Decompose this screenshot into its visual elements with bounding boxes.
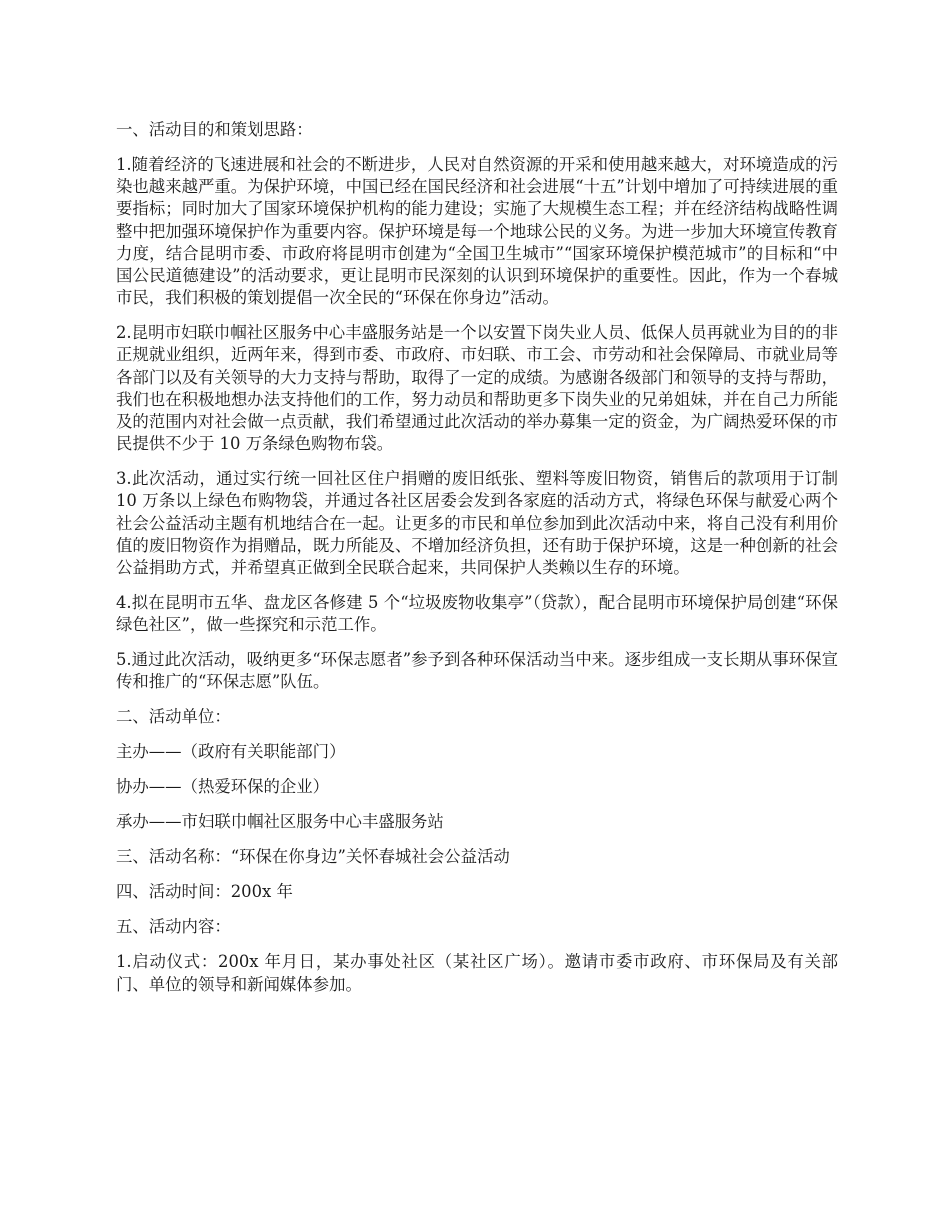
section-heading-content: 五、活动内容：: [116, 917, 231, 937]
unit-co-organizer: 协办——（热爱环保的企业）: [116, 777, 330, 797]
paragraph-purpose-4: 4.拟在昆明市五华、盘龙区各修建 5 个“垃圾废物收集亭”（贷款），配合昆明市环境保护局创建“环保绿色社区”，做一些探究和示范工作。: [116, 593, 838, 635]
section-heading-purpose: 一、活动目的和策划思路：: [116, 120, 313, 139]
paragraph-purpose-1: 1.随着经济的飞速进展和社会的不断进步，人民对自然资源的开采和使用越来越大，对环境造成的污染也越来越严重。为保护环境，中国已经在国民经济和社会进展“十五”计划中增加了可持续进展的重要指标；同时加大了国家环境保护机构的能力建设；实施了大规模生态工程；并在经济结构战略性调整中把加强环境保护作为重要内容。保护环境是每一个地球公民的义务。为进一步加大环境宣传教育力度，结合昆明市委、市政府将昆明市创建为“全国卫生城市”“国家环境保护模范城市”的目标和“中国公民道德建设”的活动要求，更让昆明市民深刻的认识到环境保护的重要性。因此，作为一个春城市民，我们积极的策划提倡一次全民的“环保在你身边”活动。: [116, 155, 838, 308]
section-heading-time: 四、活动时间：200x 年: [116, 882, 293, 902]
paragraph-purpose-5: 5.通过此次活动，吸纳更多“环保志愿者”参予到各种环保活动当中来。逐步组成一支长期从事环保宣传和推广的“环保志愿”队伍。: [116, 650, 838, 692]
paragraph-content-1: 1.启动仪式：200x 年月日，某办事处社区（某社区广场）。邀请市委市政府、市环保局及有关部门、单位的领导和新闻媒体参加。: [116, 952, 838, 994]
paragraph-purpose-3: 3.此次活动，通过实行统一回社区住户捐赠的废旧纸张、塑料等废旧物资，销售后的款项用于订制 10 万条以上绿色布购物袋，并通过各社区居委会发到各家庭的活动方式，将绿色环保与献爱心两个社会公益活动主题有机地结合在一起。让更多的市民和单位参加到此次活动中来，将自己没有利用价值的废旧物资作为捐赠品，既力所能及、不增加经济负担，还有助于保护环境，这是一种创新的社会公益捐助方式，并希望真正做到全民联合起来，共同保护人类赖以生存的环境。: [116, 469, 838, 578]
document-body: [116, 119, 838, 1009]
unit-undertaker: 承办——市妇联巾帼社区服务中心丰盛服务站: [116, 812, 444, 832]
section-heading-units: 二、活动单位：: [116, 707, 231, 727]
paragraph-purpose-2: 2.昆明市妇联巾帼社区服务中心丰盛服务站是一个以安置下岗失业人员、低保人员再就业为目的的非正规就业组织，近两年来，得到市委、市政府、市妇联、市工会、市劳动和社会保障局、市就业局等各部门以及有关领导的大力支持与帮助，取得了一定的成绩。为感谢各级部门和领导的支持与帮助，我们也在积极地想办法支持他们的工作，努力动员和帮助更多下岗失业的兄弟姐妹，并在自己力所能及的范围内对社会做一点贡献，我们希望通过此次活动的举办募集一定的资金，为广阔热爱环保的市民提供不少于 10 万条绿色购物布袋。: [116, 323, 838, 454]
unit-host: 主办——（政府有关职能部门）: [116, 742, 346, 762]
section-heading-name: 三、活动名称：“环保在你身边”关怀春城社会公益活动: [116, 847, 510, 867]
